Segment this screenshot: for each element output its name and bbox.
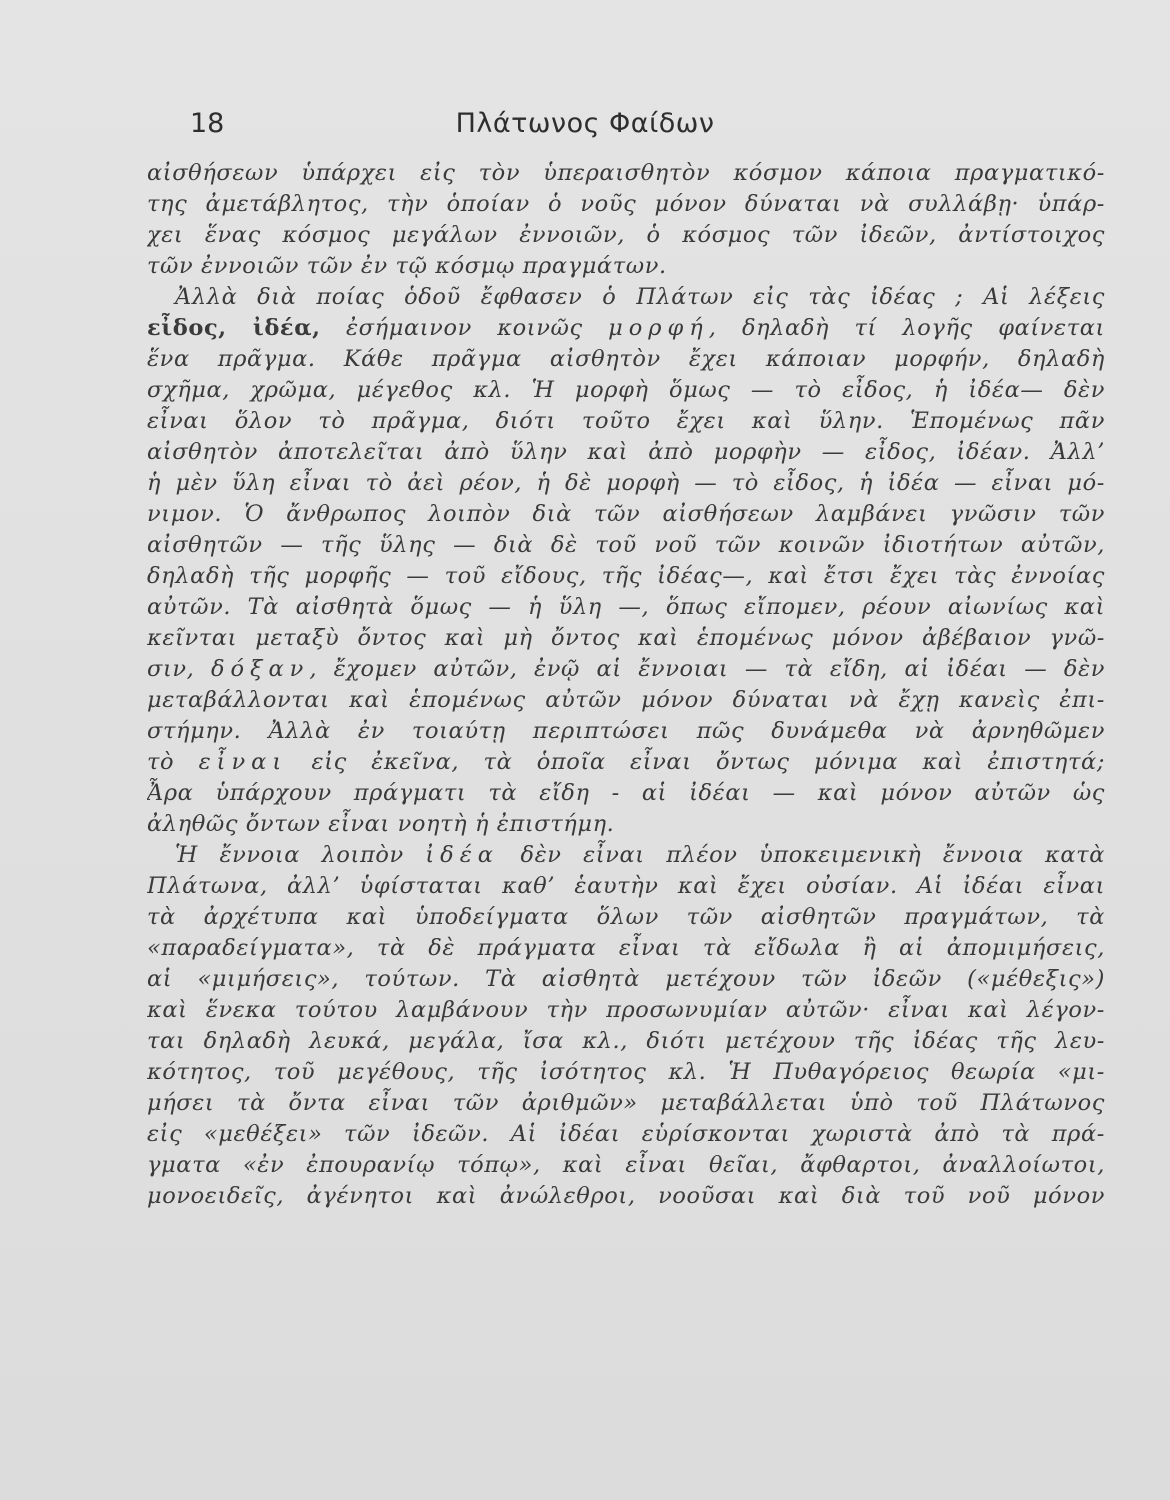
- text-line: [147, 654, 1105, 685]
- spaced-term: μορφή: [608, 315, 709, 341]
- text-line: «παραδείγματα», τὰ δὲ πράγματα εἶναι τὰ εἴδωλα ἢ αἱ ἀπομιμήσεις,: [147, 935, 1105, 961]
- text-line: ται δηλαδὴ λευκά, μεγάλα, ἴσα κλ., διότι μετέχουν τῆς ἰδέας τῆς λευ-: [147, 1028, 1105, 1054]
- body-text: [147, 158, 1105, 1212]
- text-line: τῶν ἐννοιῶν τῶν ἐν τῷ κόσμῳ πραγμάτων.: [147, 253, 667, 279]
- text-line: μεταβάλλονται καὶ ἑπομένως αὐτῶν μόνον δύναται νὰ ἔχῃ κανεὶς ἐπι-: [147, 687, 1105, 713]
- text-line: καὶ ἕνεκα τούτου λαμβάνουν τὴν προσωνυμίαν αὐτῶν· εἶναι καὶ λέγον-: [147, 997, 1105, 1023]
- text-line: ἀληθῶς ὄντων εἶναι νοητὴ ἡ ἐπιστήμη.: [147, 811, 615, 837]
- text-fragment: δὲν εἶναι πλέον ὑποκειμενικὴ ἔννοια κατὰ: [498, 842, 1105, 868]
- text-fragment: , δηλαδὴ τί λογῆς φαίνεται: [708, 315, 1105, 341]
- text-line: ἕνα πρᾶγμα. Κάθε πρᾶγμα αἰσθητὸν ἔχει κάποιαν μορφήν, δηλαδὴ: [147, 346, 1105, 372]
- text-line: κότητος, τοῦ μεγέθους, τῆς ἰσότητος κλ. Ἡ Πυθαγόρειος θεωρία «μι-: [147, 1059, 1105, 1085]
- text-line: χει ἕνας κόσμος μεγάλων ἐννοιῶν, ὁ κόσμος τῶν ἰδεῶν, ἀντίστοιχος: [147, 222, 1105, 248]
- text-line: σχῆμα, χρῶμα, μέγεθος κλ. Ἡ μορφὴ ὅμως — τὸ εἶδος, ἡ ἰδέα— δὲν: [147, 377, 1105, 403]
- page-number: 18: [190, 108, 225, 139]
- text-line: ἡ μὲν ὕλη εἶναι τὸ ἀεὶ ρέον, ἡ δὲ μορφὴ — τὸ εἶδος, ἡ ἰδέα — εἶναι μό-: [147, 470, 1105, 496]
- spaced-term: εἶναι: [198, 749, 288, 775]
- text-line: τὰ ἀρχέτυπα καὶ ὑποδείγματα ὅλων τῶν αἰσθητῶν πραγμάτων, τὰ: [147, 904, 1105, 930]
- text-line: [147, 313, 1105, 344]
- text-line: εἶναι ὅλον τὸ πρᾶγμα, διότι τοῦτο ἔχει καὶ ὕλην. Ἑπομένως πᾶν: [147, 408, 1105, 434]
- spaced-term: ἰδέα: [425, 842, 499, 868]
- text-line: αἰσθητῶν — τῆς ὕλης — διὰ δὲ τοῦ νοῦ τῶν κοινῶν ἰδιοτήτων αὐτῶν,: [147, 532, 1105, 558]
- text-line: αἰσθήσεων ὑπάρχει εἰς τὸν ὑπεραισθητὸν κόσμον κάποια πραγματικό-: [147, 160, 1105, 186]
- text-fragment: , ἔχομεν αὐτῶν, ἐνῷ αἱ ἔννοιαι — τὰ εἴδη, αἱ ἰδέαι — δὲν: [309, 656, 1105, 682]
- text-line: αἱ «μιμήσεις», τούτων. Τὰ αἰσθητὰ μετέχουν τῶν ἰδεῶν («μέθεξις»): [147, 966, 1105, 992]
- running-title: Πλάτωνος Φαίδων: [455, 108, 715, 139]
- text-line: αἰσθητὸν ἀποτελεῖται ἀπὸ ὕλην καὶ ἀπὸ μορφὴν — εἶδος, ἰδέαν. Ἀλλ’: [147, 439, 1105, 465]
- text-line: Ἀλλὰ διὰ ποίας ὁδοῦ ἔφθασεν ὁ Πλάτων εἰς τὰς ἰδέας ; Αἱ λέξεις: [175, 284, 1105, 310]
- text-line: νιμον. Ὁ ἄνθρωπος λοιπὸν διὰ τῶν αἰσθήσεων λαμβάνει γνῶσιν τῶν: [147, 501, 1105, 527]
- text-line: δηλαδὴ τῆς μορφῆς — τοῦ εἴδους, τῆς ἰδέας—, καὶ ἔτσι ἔχει τὰς ἐννοίας: [147, 563, 1105, 589]
- text-line: γματα «ἐν ἐπουρανίῳ τόπῳ», καὶ εἶναι θεῖαι, ἄφθαρτοι, ἀναλλοίωτοι,: [147, 1152, 1105, 1178]
- text-line: [147, 840, 1105, 871]
- text-fragment: εἰς ἐκεῖνα, τὰ ὁποῖα εἶναι ὄντως μόνιμα καὶ ἐπιστητά;: [287, 749, 1105, 775]
- text-line: αὐτῶν. Τὰ αἰσθητὰ ὅμως — ἡ ὕλη —, ὅπως εἴπομεν, ρέουν αἰωνίως καὶ: [147, 594, 1105, 620]
- text-line: Πλάτωνα, ἀλλ’ ὑφίσταται καθ’ ἑαυτὴν καὶ ἔχει οὐσίαν. Αἱ ἰδέαι εἶναι: [147, 873, 1105, 899]
- text-line: μονοειδεῖς, ἀγένητοι καὶ ἀνώλεθροι, νοοῦσαι καὶ διὰ τοῦ νοῦ μόνον: [147, 1183, 1105, 1209]
- text-line: Ἆρα ὑπάρχουν πράγματι τὰ εἴδη - αἱ ἰδέαι — καὶ μόνον αὐτῶν ὡς: [147, 780, 1105, 806]
- spaced-term: δόξαν: [210, 656, 310, 682]
- text-line: κεῖνται μεταξὺ ὄντος καὶ μὴ ὄντος καὶ ἑπομένως μόνον ἀβέβαιον γνῶ-: [147, 625, 1105, 651]
- text-fragment: Ἡ ἔννοια λοιπὸν: [175, 842, 426, 868]
- text-fragment: σιν,: [147, 656, 211, 682]
- text-line: της ἀμετάβλητος, τὴν ὁποίαν ὁ νοῦς μόνον δύναται νὰ συλλάβῃ· ὑπάρ-: [147, 191, 1105, 217]
- text-line: εἰς «μεθέξει» τῶν ἰδεῶν. Αἱ ἰδέαι εὑρίσκονται χωριστὰ ἀπὸ τὰ πρά-: [147, 1121, 1105, 1147]
- bold-term: εἶδος, ἰδέα,: [147, 315, 321, 341]
- page-header: [190, 108, 980, 148]
- text-line: [147, 747, 1105, 778]
- text-line: στήμην. Ἀλλὰ ἐν τοιαύτῃ περιπτώσει πῶς δυνάμεθα νὰ ἀρνηθῶμεν: [147, 718, 1105, 744]
- text-fragment: τὸ: [147, 749, 199, 775]
- text-fragment: ἐσήμαινον κοινῶς: [320, 315, 609, 341]
- text-line: μήσει τὰ ὄντα εἶναι τῶν ἀριθμῶν» μεταβάλλεται ὑπὸ τοῦ Πλάτωνος: [147, 1090, 1105, 1116]
